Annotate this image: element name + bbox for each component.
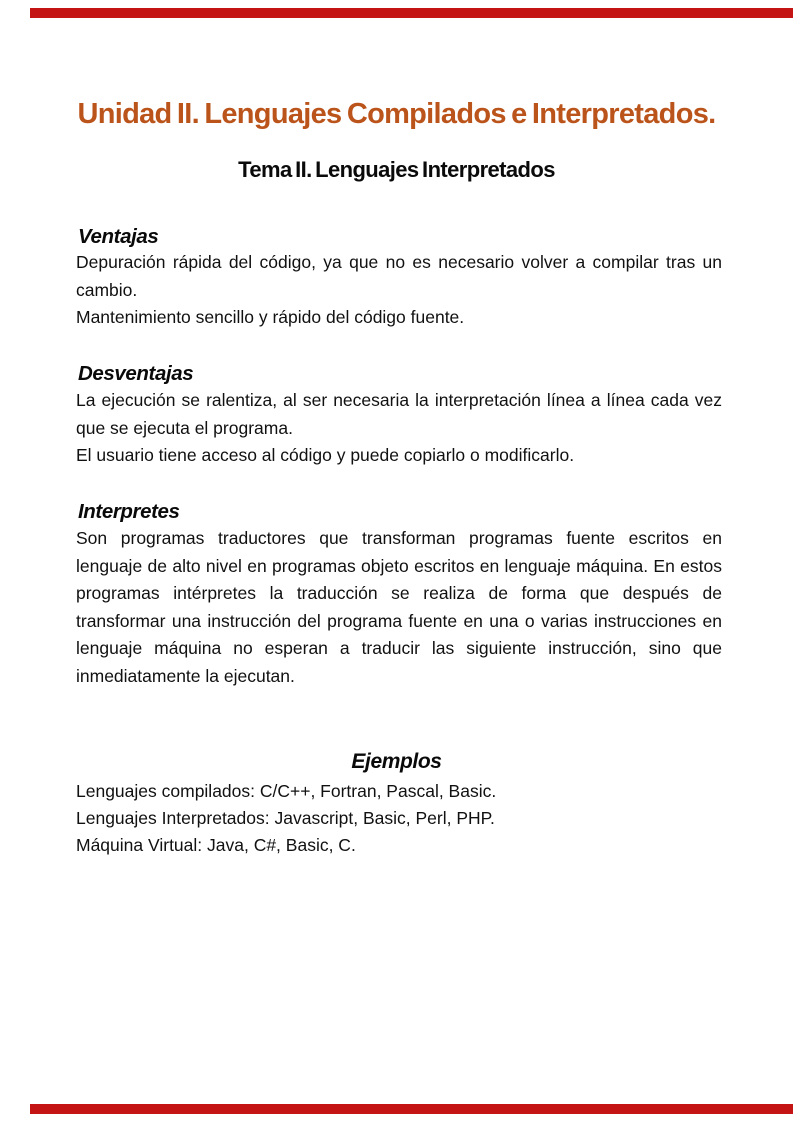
paragraph: Depuración rápida del código, ya que no es necesario volver a compilar tras un cambio. bbox=[76, 252, 722, 300]
example-line-interpretados: Lenguajes Interpretados: Javascript, Basic, Perl, PHP. bbox=[76, 808, 495, 828]
section-heading-desventajas: Desventajas bbox=[78, 361, 194, 385]
example-line-maquina-virtual: Máquina Virtual: Java, C#, Basic, C. bbox=[76, 835, 356, 855]
section-body-interpretes bbox=[76, 525, 722, 690]
section-body-ventajas bbox=[76, 249, 722, 332]
section-heading-ventajas: Ventajas bbox=[78, 224, 159, 248]
examples-list bbox=[76, 778, 722, 859]
section-body-desventajas bbox=[76, 387, 722, 470]
page-subtitle: Tema II. Lenguajes Interpretados bbox=[238, 157, 555, 183]
page-title: Unidad II. Lenguajes Compilados e Interpretados. bbox=[77, 98, 716, 131]
bottom-red-rule-bar bbox=[30, 1104, 793, 1114]
paragraph: El usuario tiene acceso al código y puede copiarlo o modificarlo. bbox=[76, 445, 575, 465]
paragraph: La ejecución se ralentiza, al ser necesaria la interpretación línea a línea cada vez que se ejecuta el programa. bbox=[76, 390, 722, 438]
example-line-compilados: Lenguajes compilados: C/C++, Fortran, Pascal, Basic. bbox=[76, 781, 497, 801]
top-red-rule-bar bbox=[30, 8, 793, 18]
paragraph: Mantenimiento sencillo y rápido del código fuente. bbox=[76, 307, 465, 327]
paragraph: Son programas traductores que transforman programas fuente escritos en lenguaje de alto nivel en programas objeto escritos en lenguaje máquina. En estos programas intérpretes la traducción se realiza de forma que después de transformar una instrucción del programa fuente en una o varias instrucciones en lenguaje máquina no esperan a traducir las siguiente instrucción, sino que inmediatamente la ejecutan. bbox=[76, 528, 722, 686]
section-heading-ejemplos: Ejemplos bbox=[351, 750, 442, 773]
section-heading-interpretes: Interpretes bbox=[78, 499, 180, 523]
